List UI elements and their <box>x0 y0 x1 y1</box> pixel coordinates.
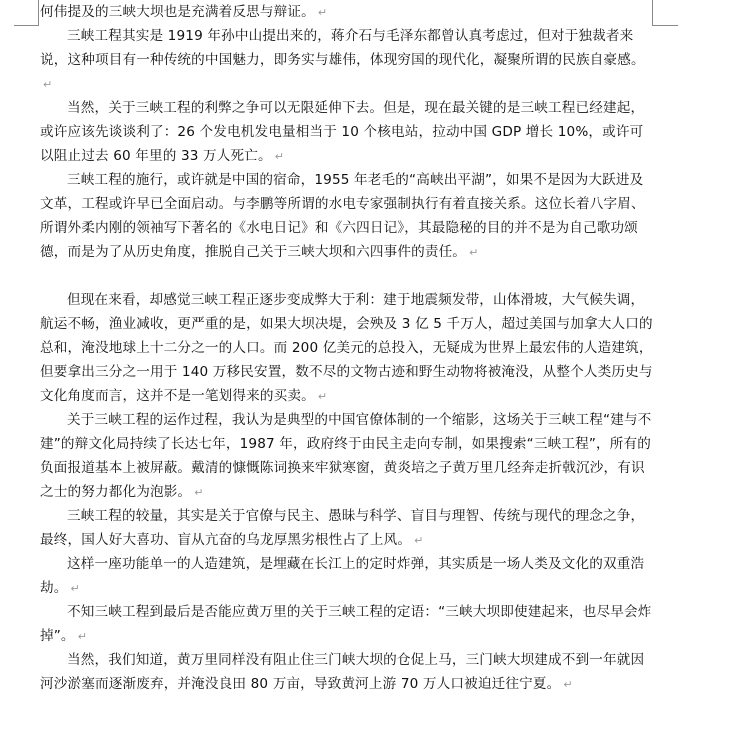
paragraph <box>40 504 655 553</box>
paragraph <box>40 0 655 25</box>
paragraph <box>40 648 655 697</box>
crop-mark-top-right-horizontal <box>652 25 678 26</box>
crop-mark-top-left-horizontal <box>14 25 39 26</box>
paragraph-text: 三峡工程的较量，其实是关于官僚与民主、愚昧与科学、盲目与理智、传统与现代的理念之争，最终，国人好大喜功、盲从亢奋的乌龙厚黑劣根性占了上风。 <box>40 508 645 548</box>
paragraph-mark: ↵ <box>414 534 424 547</box>
paragraph <box>40 168 655 265</box>
paragraph <box>40 600 655 649</box>
paragraph-mark: ↵ <box>469 246 479 259</box>
paragraph-text: 这样一座功能单一的人造建筑，是埋藏在长江上的定时炸弹，其实质是一场人类及文化的双重浩劫。 <box>40 556 645 596</box>
crop-mark-top-left-vertical <box>38 0 39 26</box>
paragraph-mark: ↵ <box>563 678 573 691</box>
paragraph-mark: ↵ <box>70 582 80 595</box>
paragraph-mark: ↵ <box>317 390 328 403</box>
paragraph-mark: ↵ <box>274 150 284 163</box>
paragraph <box>40 408 655 505</box>
paragraph <box>40 96 655 169</box>
paragraph-mark: ↵ <box>317 6 328 19</box>
paragraph-text: 三峡工程其实是 1919 年孙中山提出来的，蒋介石与毛泽东都曾认真考虑过，但对于独裁者来说，这种项目有一种传统的中国魅力，即务实与雄伟，体现穷国的现代化，凝聚所谓的民族自豪感。 <box>40 28 645 68</box>
paragraph-mark: ↵ <box>194 486 204 499</box>
paragraph-text: 何伟提及的三峡大坝也是充满着反思与辩证。 <box>40 4 315 20</box>
paragraph-text: 三峡工程的施行，或许就是中国的宿命，1955 年老毛的“高峡出平湖”，如果不是因为大跃进及文革，工程或许早已全面启动。与李鹏等所谓的水电专家强制执行有着直接关系。这位长着八字眉、所谓外柔内刚的领袖写下著名的《水电日记》和《六四日记》，其最隐秘的目的并不是为自己歌功颂德，而是为了从历史角度，推脱自己关于三峡大坝和六四事件的责任。 <box>40 172 645 260</box>
paragraph-text: 关于三峡工程的运作过程，我认为是典型的中国官僚体制的一个缩影，这场关于三峡工程“建与不建”的辩文化局持续了长达七年，1987 年，政府终于由民主走向专制，如果搜索“三峡工程”，所有的负面报道基本上被屏蔽。戴清的慷慨陈词换来牢狱寒窗，黄炎培之子黄万里几经奔走折戟沉沙，有识之士的努力都化为泡影。 <box>40 412 652 500</box>
paragraph <box>40 288 655 409</box>
paragraph <box>40 24 655 97</box>
paragraph-text: 当然，关于三峡工程的利弊之争可以无限延伸下去。但是，现在最关键的是三峡工程已经建起，或许应该先谈谈利了：26 个发电机发电量相当于 10 个核电站，拉动中国 GDP 增长 10%，或许可以阻止过去 60 年里的 33 万人死亡。 <box>40 100 645 164</box>
paragraph-mark: ↵ <box>77 630 87 643</box>
paragraph-mark: ↵ <box>43 78 53 91</box>
paragraph-text: 不知三峡工程到最后是否能应黄万里的关于三峡工程的定语：“三峡大坝即使建起来，也尽早会炸掉”。 <box>40 604 652 644</box>
paragraph-text: 但现在来看，却感觉三峡工程正逐步变成弊大于利：建于地震频发带，山体滑坡，大气候失调，航运不畅，渔业减收，更严重的是，如果大坝决堤，会殃及 3 亿 5 千万人，超过美国与加拿大人口的总和，淹没地球上十二分之一的人口。而 200 亿美元的总投入，无疑成为世界上最宏伟的人造建筑，但要拿出三分之一用于 140 万移民安置，数不尽的文物古迹和野生动物将被淹没，从整个人类历史与文化角度而言，这并不是一笔划得来的买卖。 <box>40 292 653 404</box>
paragraph-text: 当然，我们知道，黄万里同样没有阻止住三门峡大坝的仓促上马，三门峡大坝建成不到一年就因河沙淤塞而逐渐废弃，并淹没良田 80 万亩，导致黄河上游 70 万人口被迫迁往宁夏。 <box>40 652 645 692</box>
paragraph <box>40 552 655 601</box>
